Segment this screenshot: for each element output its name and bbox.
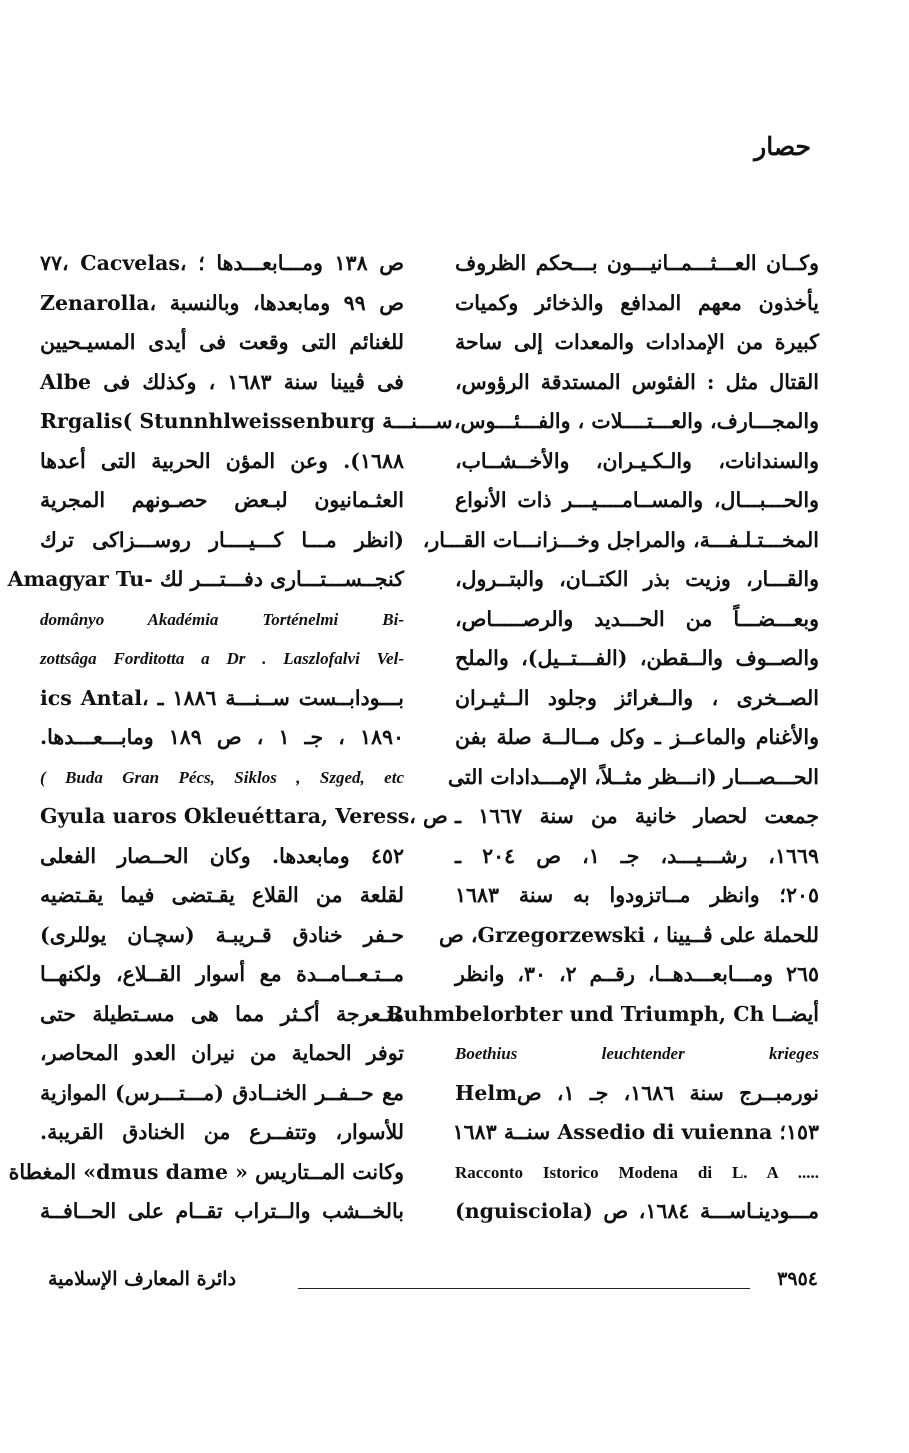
text-line: متـعرجة أكـثر مما هى مسـتطيلة حتى <box>40 1001 404 1026</box>
text-line: لقلعة من القلاع يقـتضى فيما يقـتضيه <box>40 883 404 907</box>
left-column <box>7 244 453 1232</box>
text-line: (انظر مـــا كـــيــــار روســـزاكى ترك <box>40 527 404 552</box>
text-line: مع حــفــر الخنــادق (مـــتـــرس) الموازية <box>40 1080 404 1105</box>
text-line: ١٨٩٠ ، جـ ١ ، ص ١٨٩ ومابـــعـــدها. <box>40 725 404 749</box>
footer-rule <box>298 1288 750 1289</box>
text-line: توفر الحماية من نيران العدو المحاصر، <box>40 1041 404 1065</box>
text-line: ١٥٣؛ Assedio di vuienna سنــة ١٦٨٣ <box>452 1120 819 1144</box>
text-line: أيضــا Ruhmbelorbter und Triumph, Ch <box>386 1001 819 1026</box>
text-line: وكــان العـــثـــمــانيـــون بـــحكم الظروف <box>455 251 819 275</box>
running-head: حصار <box>754 132 811 161</box>
text-line: القتال مثل : الفئوس المستدقة الرؤوس، <box>455 369 819 394</box>
text-line: المخـــتـلـفـــة، والمراجل وخـــزانـــات القـــار، <box>422 527 819 552</box>
text-line: zottsâga Forditotta a Dr . Laszlofalvi Vel- <box>40 649 404 668</box>
text-line: فى ڤيينا سنة ١٦٨٣ ، وكذلك فى Albe <box>40 369 404 394</box>
publication-title: دائرة المعارف الإسلامية <box>48 1268 237 1290</box>
text-line: للأسوار، وتتفــرع من الخنادق القريبة. <box>40 1120 404 1144</box>
text-line: والأغنام والماعــز ـ وكل مــالــة صلة بفن <box>455 725 819 749</box>
text-line: كبيرة من الإمدادات والمعدات إلى ساحة <box>455 330 819 354</box>
text-line: والصــوف والــقطن، (الفـــتــيل)، والملح <box>455 646 819 670</box>
text-line: للغنائم التى وقعت فى أيدى المسيـحيين <box>40 330 404 354</box>
text-line: للحملة على ڤــيينا ، Grzegorzewski، ص <box>439 922 819 947</box>
text-line: كنجــســـتـــارى دفـــتـــر لك -Amagyar Tu <box>7 567 404 591</box>
text-line: (nguisciola) مـــودينـاســـة ١٦٨٤، ص <box>455 1199 819 1223</box>
text-line: نورمبــرج سنة ١٦٨٦، جـ ١، صHelm <box>455 1080 819 1105</box>
text-line: وكانت المــتاريس « dmus dame» المغطاة <box>8 1159 404 1184</box>
text-line: Zenarolla، ص ٩٩ ومابعدها، وبالنسبة <box>40 290 405 315</box>
text-line: Rrgalis( Stunnhlweissenburg ســـنـــة <box>40 409 453 433</box>
right-column <box>386 244 819 1232</box>
text-line: يأخذون معهم المدافع والذخائر وكميات <box>455 290 819 315</box>
text-line: والمجـــارف، والعـــتــــلات ، والفـــئـــوس، <box>453 409 819 433</box>
text-line: ٢٦٥ ومـــابعـــدهــا، رقــم ٢، ٣٠، وانظر <box>455 962 819 986</box>
text-line: الحـــصـــار (انـــظر مثــلاً، الإمـــدادات التى <box>447 764 819 789</box>
text-line: الصــخرى ، والــغرائز وجلود الــثيـران <box>455 685 819 710</box>
text-line: والحـــبـــال، والمســامــــيـــر ذات الأنواع <box>455 488 819 512</box>
text-line: Boethius leuchtender krieges <box>455 1044 819 1063</box>
text-line: ٤٥٢ ومابعدها. وكان الحــصار الفعلى <box>40 843 404 868</box>
text-line: ( Buda Gran Pécs, Siklos , Szged, etc <box>40 767 404 787</box>
text-line: مــتـعــامــدة مع أسوار القــلاع، ولكنهــا <box>40 962 404 986</box>
text-line: ١٦٦٩، رشـــيـــد، جـ ١، ص ٢٠٤ ـ <box>455 843 819 868</box>
text-line: والسندانات، والـكـيـران، والأخــشــاب، <box>455 448 819 473</box>
text-line: العثـمانيون لبـعض حصـونهم المجرية <box>40 488 404 512</box>
text-line: Racconto Istorico Modena di L. A ..... <box>455 1162 819 1182</box>
text-line: ٧٧، Cacvelas، ص ١٣٨ ومـــابعـــدها ؛ <box>40 251 405 275</box>
page-footer <box>48 1268 818 1308</box>
text-line: ٢٠٥؛ وانظر مــاتزودوا به سنة ١٦٨٣ <box>455 883 819 907</box>
text-line: وبعـــضـــاً من الحـــديد والرصـــــاص، <box>455 606 819 631</box>
text-line: ics Antal، بـــودابــست ســنـــة ١٨٨٦ ـ <box>40 685 404 710</box>
text-line: بالخــشب والــتراب تقــام على الحــافــة <box>40 1199 404 1223</box>
text-line: والقـــار، وزيت بذر الكتــان، والبتــرول، <box>455 567 819 591</box>
text-line: domânyo Akadémia Torténelmi Bi- <box>40 609 404 629</box>
text-line: ١٦٨٨). وعن المؤن الحربية التى أعدها <box>40 448 404 473</box>
page-number: ٣٩٥٤ <box>777 1268 818 1290</box>
text-line: حـفر خنادق قـريبـة (سچـان يوللرى) <box>40 922 404 947</box>
text-line: جمعت لحصار خانية من سنة ١٦٦٧ ـ <box>455 804 819 828</box>
text-line: Gyula uaros Okleuéttara, Veress، ص <box>40 804 448 828</box>
